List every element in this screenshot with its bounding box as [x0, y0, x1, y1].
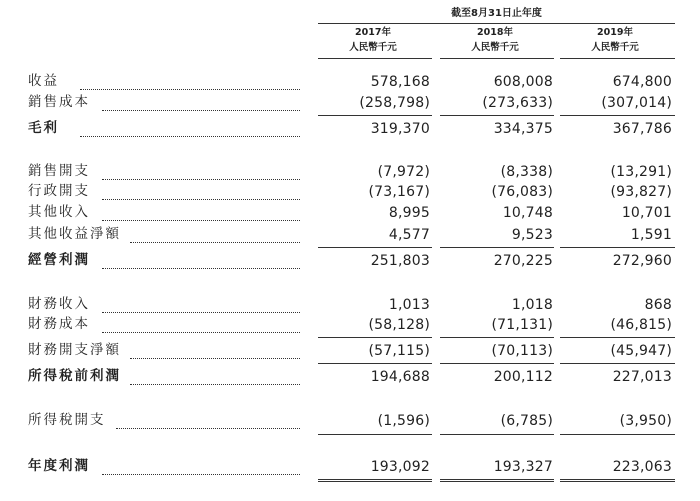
row-label-other-income: 其他收入 — [28, 204, 90, 220]
row-label-income-tax: 所得稅開支 — [28, 412, 106, 428]
leader-dots — [102, 110, 300, 111]
value-profit-before-tax-2018: 200,112 — [493, 369, 553, 385]
value-income-tax-2017: (1,596) — [377, 413, 430, 429]
row-label-gross-profit: 毛利 — [28, 120, 59, 136]
leader-dots — [130, 358, 300, 359]
col-unit-2019: 人民幣千元 — [591, 42, 639, 53]
row-label-other-gains-net: 其他收益淨額 — [28, 226, 121, 242]
subtotal-rule — [560, 363, 675, 364]
value-other-gains-net-2018: 9,523 — [511, 227, 553, 243]
subtotal-rule — [440, 115, 554, 116]
value-revenue-2018: 608,008 — [493, 74, 553, 90]
header-rule-2018 — [440, 58, 554, 59]
value-operating-profit-2017: 251,803 — [370, 253, 430, 269]
value-admin-expenses-2019: (93,827) — [610, 184, 672, 200]
value-gross-profit-2017: 319,370 — [370, 121, 430, 137]
value-operating-profit-2019: 272,960 — [612, 253, 672, 269]
subtotal-rule — [318, 363, 432, 364]
total-double-rule — [440, 479, 554, 482]
leader-dots — [80, 136, 300, 137]
value-profit-before-tax-2017: 194,688 — [370, 369, 430, 385]
subtotal-rule — [440, 247, 554, 248]
value-finance-costs-2017: (58,128) — [368, 317, 430, 333]
col-unit-2018: 人民幣千元 — [471, 42, 519, 53]
subtotal-rule — [560, 115, 675, 116]
row-label-operating-profit: 經營利潤 — [28, 252, 90, 268]
value-net-finance-expenses-2018: (70,113) — [491, 343, 553, 359]
leader-dots — [102, 268, 300, 269]
row-label-admin-expenses: 行政開支 — [28, 183, 90, 199]
value-net-finance-expenses-2017: (57,115) — [368, 343, 430, 359]
value-cost-of-sales-2018: (273,633) — [482, 95, 553, 111]
total-double-rule — [560, 479, 675, 482]
value-other-income-2018: 10,748 — [502, 205, 553, 221]
total-double-rule — [318, 479, 432, 482]
subtotal-rule — [560, 337, 675, 338]
leader-dots — [130, 384, 300, 385]
value-revenue-2017: 578,168 — [370, 74, 430, 90]
value-gross-profit-2019: 367,786 — [612, 121, 672, 137]
value-gross-profit-2018: 334,375 — [493, 121, 553, 137]
row-label-profit-for-year: 年度利潤 — [28, 458, 90, 474]
subtotal-rule — [440, 434, 554, 435]
value-cost-of-sales-2017: (258,798) — [359, 95, 430, 111]
value-finance-costs-2018: (71,131) — [491, 317, 553, 333]
leader-dots — [102, 312, 300, 313]
subtotal-rule — [318, 115, 432, 116]
value-profit-before-tax-2019: 227,013 — [612, 369, 672, 385]
header-rule-2019 — [560, 58, 675, 59]
value-revenue-2019: 674,800 — [612, 74, 672, 90]
value-cost-of-sales-2019: (307,014) — [601, 95, 672, 111]
value-operating-profit-2018: 270,225 — [493, 253, 553, 269]
subtotal-rule — [440, 337, 554, 338]
value-admin-expenses-2018: (76,083) — [491, 184, 553, 200]
leader-dots — [102, 220, 300, 221]
subtotal-rule — [440, 363, 554, 364]
row-label-finance-costs: 財務成本 — [28, 316, 90, 332]
leader-dots — [116, 428, 300, 429]
subtotal-rule — [318, 434, 432, 435]
row-label-finance-income: 財務收入 — [28, 296, 90, 312]
value-profit-for-year-2018: 193,327 — [493, 459, 553, 475]
value-other-gains-net-2017: 4,577 — [388, 227, 430, 243]
col-year-2019: 2019年 — [597, 27, 633, 38]
value-selling-expenses-2018: (8,338) — [500, 164, 553, 180]
col-unit-2017: 人民幣千元 — [349, 42, 397, 53]
row-label-profit-before-tax: 所得稅前利潤 — [28, 368, 121, 384]
subtotal-rule — [560, 434, 675, 435]
value-profit-for-year-2017: 193,092 — [370, 459, 430, 475]
subtotal-rule — [560, 247, 675, 248]
subtotal-rule — [318, 247, 432, 248]
value-other-gains-net-2019: 1,591 — [630, 227, 672, 243]
value-selling-expenses-2019: (13,291) — [610, 164, 672, 180]
value-other-income-2017: 8,995 — [388, 205, 430, 221]
header-rule-2017 — [318, 58, 432, 59]
col-year-2018: 2018年 — [477, 27, 513, 38]
leader-dots — [102, 332, 300, 333]
value-selling-expenses-2017: (7,972) — [377, 164, 430, 180]
value-admin-expenses-2017: (73,167) — [368, 184, 430, 200]
row-label-selling-expenses: 銷售開支 — [28, 163, 90, 179]
leader-dots — [102, 474, 300, 475]
value-finance-costs-2019: (46,815) — [610, 317, 672, 333]
period-title: 截至8月31日止年度 — [451, 8, 542, 19]
leader-dots — [80, 89, 300, 90]
value-income-tax-2018: (6,785) — [500, 413, 553, 429]
subtotal-rule — [318, 337, 432, 338]
row-label-cost-of-sales: 銷售成本 — [28, 94, 90, 110]
leader-dots — [130, 242, 300, 243]
row-label-revenue: 收益 — [28, 73, 59, 89]
col-year-2017: 2017年 — [355, 27, 391, 38]
value-income-tax-2019: (3,950) — [619, 413, 672, 429]
leader-dots — [102, 179, 300, 180]
value-net-finance-expenses-2019: (45,947) — [610, 343, 672, 359]
leader-dots — [102, 199, 300, 200]
header-top-rule — [318, 23, 675, 24]
value-finance-income-2017: 1,013 — [388, 297, 430, 313]
value-finance-income-2019: 868 — [644, 297, 672, 313]
value-other-income-2019: 10,701 — [621, 205, 672, 221]
value-finance-income-2018: 1,018 — [511, 297, 553, 313]
row-label-net-finance-expenses: 財務開支淨額 — [28, 342, 121, 358]
value-profit-for-year-2019: 223,063 — [612, 459, 672, 475]
